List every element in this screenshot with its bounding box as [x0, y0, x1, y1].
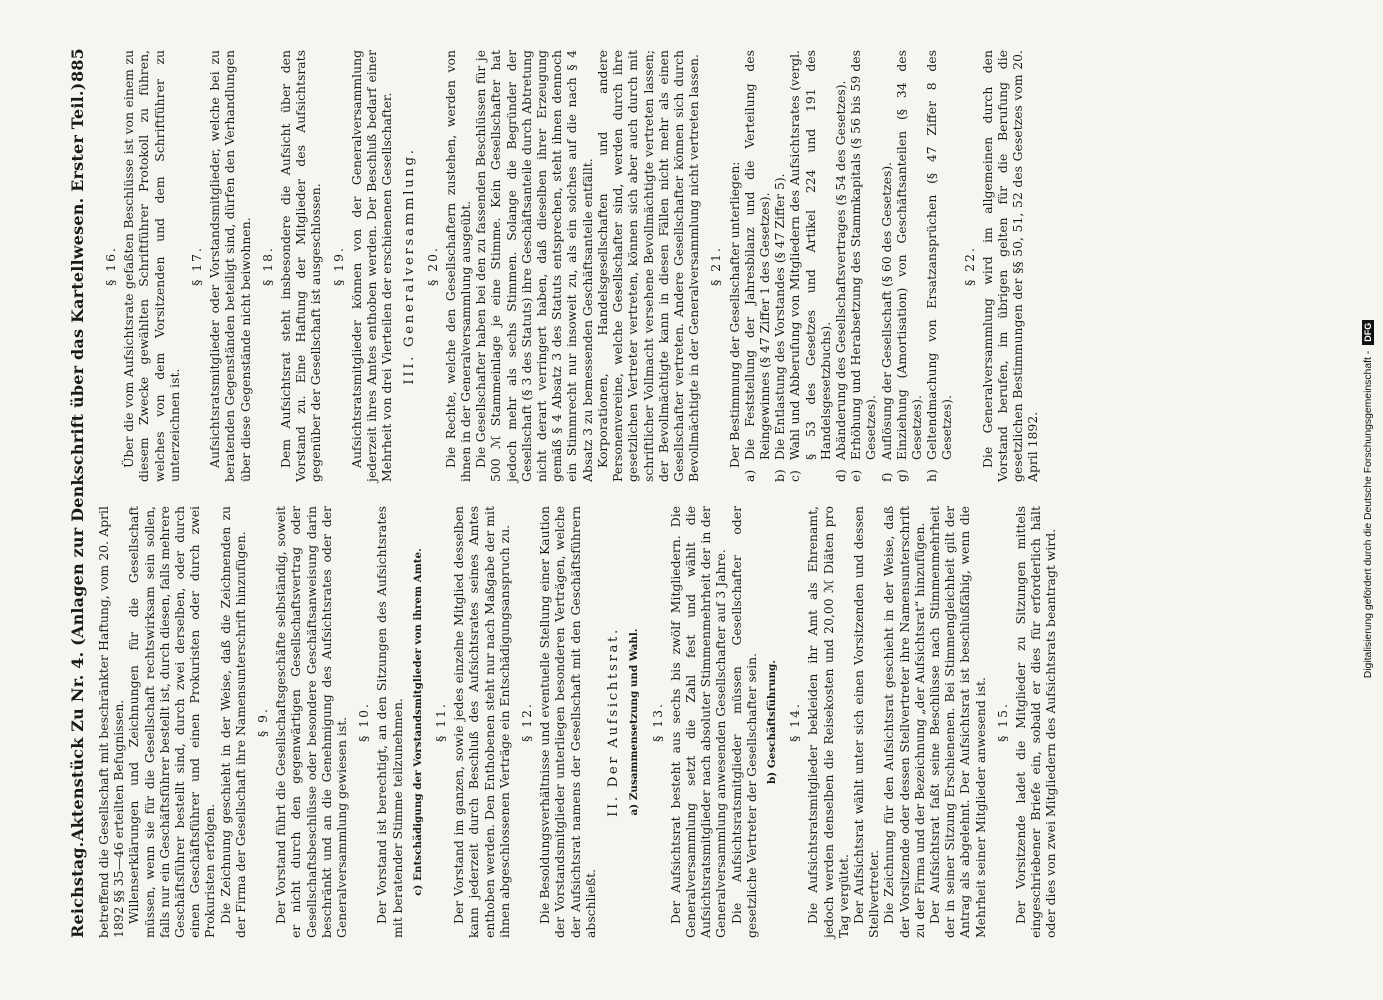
section-number: § 13.: [649, 702, 665, 742]
dfg-logo: DFG: [1362, 320, 1374, 345]
section-number: § 18.: [259, 246, 275, 286]
list-label: d): [832, 469, 848, 482]
section-number: § 9.: [255, 707, 271, 737]
paragraph: Die Zeichnung geschieht in der Weise, daß die Zeichnenden zu der Firma der Gesellschaft ihre Namensunterschrift hinzufügen.: [217, 506, 248, 938]
list-text: Abänderung des Gesellschaftsvertrages (§ 54 des Gesetzes).: [832, 80, 848, 460]
credit-text: Digitalisierung gefördert durch die Deutsche Forschungsgemeinschaft -: [1362, 350, 1374, 679]
chapter-heading: III. Generalversammlung.: [402, 147, 418, 385]
list-label: f): [878, 472, 894, 482]
section-number: § 12.: [519, 702, 535, 742]
list-item: [742, 50, 772, 482]
list-item: [879, 50, 894, 482]
paragraph: Aufsichtsratsmitglieder oder Vorstandsmitglieder, welche bei zu beratenden Gegenständen beteiligt sind, dürfen den Verhandlungen über diese Gegenstände nicht beiwohnen.: [207, 50, 253, 482]
list-text: Erhöhung und Herabsetzung des Stammkapitals (§ 56 bis 59 des Gesetzes).: [848, 50, 879, 460]
section-number: § 10.: [356, 702, 372, 742]
credit-line: [1357, 8, 1379, 990]
list-item: [833, 50, 848, 482]
paragraph: Über die vom Aufsichtsrate gefaßten Beschlüsse ist von einem zu diesem Zwecke gewählten Schriftführer Protokoll zu führen, welches von dem Vorsitzenden und dem Schriftführer zu unterzeichnen ist.: [121, 50, 182, 482]
paragraph: Die Generalversammlung wird im allgemeinen durch den Vorstand berufen, im übrigen gelten für die Berufung die gesetzlichen Bestimmungen der §§ 50, 51, 52 des Gesetzes vom 20. April 1892.: [979, 50, 1041, 482]
list-item: [772, 50, 787, 482]
list-label: b): [772, 469, 788, 482]
paragraph: Der Vorstand im ganzen, sowie jedes einzelne Mitglied desselben kann jederzeit durch Beschluß des Aufsichtsrates seines Amtes enthoben werden. Den Enthobenen steht nur nach Maßgabe der mit ihnen abgeschlossenen Verträge ein Entschädigungsanspruch zu.: [451, 506, 512, 938]
section-number: § 17.: [189, 246, 205, 286]
section-number: § 15.: [994, 702, 1010, 742]
paragraph: Die Gesellschafter haben bei den zu fassenden Beschlüssen für je 500 ℳ Stammeinlage je eine Stimme. Kein Gesellschafter hat jedoch mehr als sechs Stimmen. Solange die Begründer der Gesellschaft (§ 3 des Statuts) ihre Geschäftsanteile durch Abtretung nicht derart verringert haben, daß dieselben ihrer Erzeugung gemäß § 4 Absatz 3 des Statuts entsprechen, steht ihnen dennoch ein Stimmrecht nur insoweit zu, als ein solches auf die nach § 4 Absatz 3 zu bemessenden Geschäftsanteile entfällt.: [473, 50, 595, 482]
right-column: [96, 50, 1041, 482]
paragraph: Die Besoldungsverhältnisse und eventuelle Stellung einer Kaution der Vorstandsmitglieder unterliegen besonderen Verträgen, welche der Aufsichtsrat namens der Gesellschaft mit den Geschäftsführern abschließt.: [537, 506, 598, 938]
header-left: Reichstag.: [68, 841, 87, 938]
paragraph: betreffend die Gesellschaft mit beschränkter Haftung, vom 20. April 1892 §§ 35—46 erteilten Befugnissen.: [96, 506, 127, 938]
list-item: [924, 50, 954, 482]
paragraph: Der Aufsichtsrat besteht aus sechs bis zwölf Mitgliedern. Die Generalversammlung setzt die Zahl fest und wählt die Aufsichtsratsmitglieder nach absoluter Stimmenmehrheit der in der Generalversammlung anwesenden Gesellschafter auf 3 Jahre.: [667, 506, 729, 938]
paragraph: Die Rechte, welche den Gesellschaftern zustehen, werden von ihnen in der Generalversammlung ausgeübt.: [442, 50, 474, 482]
list-label: c): [787, 470, 803, 482]
paragraph: Der Vorstand ist berechtigt, an den Sitzungen des Aufsichtsrates mit beratender Stimme teilzunehmen.: [374, 506, 405, 938]
left-column: [96, 506, 1059, 938]
list-item: [894, 50, 924, 482]
header-title: Aktenstück Zu Nr. 4. (Anlagen zur Denkschrift über das Kartellwesen. Erster Teil.): [68, 82, 87, 842]
list-label: h): [924, 469, 940, 482]
list-text: Die Feststellung der Jahresbilanz und die Verteilung des Reingewinnes (§ 47 Ziffer 1 des Gesetzes).: [741, 50, 772, 460]
paragraph: Die Aufsichtsratsmitglieder bekleiden ihr Amt als Ehrenamt, jedoch werden denselben die Reisekosten und 20,00 ℳ Diäten pro Tag vergütet.: [805, 506, 851, 938]
list-text: Geltendmachung von Ersatzansprüchen (§ 47 Ziffer 8 des Gesetzes).: [924, 50, 955, 460]
list-text: Wahl und Abberufung von Mitgliedern des Aufsichtsrates (vergl. § 53 des Gesetzes und Artikel 224 und 191 des Handelsgesetzbuchs).: [787, 50, 833, 460]
list-text: Einziehung (Amortisation) von Geschäftsanteilen (§ 34 des Gesetzes).: [893, 50, 924, 460]
section-number: § 19.: [330, 246, 346, 286]
enumerated-list: [742, 50, 955, 482]
list-label: e): [848, 469, 864, 482]
paragraph: Der Aufsichtsrat wählt unter sich einen Vorsitzenden und dessen Stellvertreter.: [850, 506, 882, 938]
list-label: a): [741, 469, 757, 482]
section-number: § 22.: [961, 246, 977, 286]
paragraph: Korporationen, Handelsgesellschaften und andere Personenvereine, welche Gesellschafter sind, werden durch ihre gesetzlichen Vertreter vertreten, können sich aber auch durch mit schriftlicher Vollmacht versehene Bevollmächtigte vertreten lassen; der Bevollmächtigte kann in diesen Fällen nicht mehr als einen Gesellschafter vertreten. Andere Gesellschafter können sich durch Bevollmächtigte in der Generalversammlung nicht vertreten lassen.: [594, 50, 702, 482]
section-number: § 20.: [424, 246, 440, 286]
list-text: Die Entlastung des Vorstandes (§ 47 Ziffer 5).: [772, 173, 788, 460]
paragraph: Der Bestimmung der Gesellschafter unterliegen:: [726, 161, 742, 468]
section-number: § 21.: [708, 246, 724, 286]
paragraph: Dem Aufsichtsrat steht insbesondere die Aufsicht über den Vorstand zu. Eine Haftung der Mitglieder des Aufsichtsrats gegenüber der Gesellschaft ist ausgeschlossen.: [278, 50, 324, 482]
section-number: § 11.: [433, 702, 449, 742]
paragraph: Der Vorstand führt die Gesellschaftsgeschäfte selbständig, soweit er nicht durch den gegenwärtigen Gesellschaftsvertrag oder Gesellschaftsbeschlüsse oder besondere Geschäftsanweisung darin beschränkt und an die Genehmigung des Aufsichtsrates oder der Generalversammlung gewiesen ist.: [273, 506, 350, 938]
paragraph: Der Vorsitzende ladet die Mitglieder zu Sitzungen mittels eingeschriebener Briefe ein, sobald er dies für erforderlich hält oder dies von zwei Mitgliedern des Aufsichtsrats beantragt wird.: [1012, 506, 1059, 938]
digitization-credit: [1357, 4, 1379, 996]
list-label: g): [893, 469, 909, 482]
subheading: c) Entschädigung der Vorstandsmitglieder von ihrem Amte.: [411, 548, 424, 896]
chapter-heading: II. Der Aufsichtsrat.: [606, 627, 622, 817]
subheading: a) Zusammensetzung und Wahl.: [628, 628, 641, 816]
list-item: [848, 50, 878, 482]
list-text: Auflösung der Gesellschaft (§ 60 des Gesetzes).: [878, 161, 894, 460]
paragraph: Willenserklärungen und Zeichnungen für die Gesellschaft müssen, wenn sie für die Gesellschaft rechtswirksam sein sollen, falls nur ein Geschäftsführer bestellt ist, durch diesen, falls mehrere Geschäftsführer bestellt sind, durch zwei derselben, oder durch einen Geschäftsführer und einen Prokuristen oder durch zwei Prokuristen erfolgen.: [126, 506, 218, 938]
page-number: 885: [68, 48, 87, 82]
subheading: b) Geschäftsführung.: [765, 660, 778, 784]
section-number: § 16.: [103, 246, 118, 286]
page-header: [68, 48, 92, 938]
list-item: [787, 50, 833, 482]
page-content: [68, 48, 1338, 938]
section-number: § 14.: [787, 702, 803, 742]
paragraph: Die Zeichnung für den Aufsichtsrat geschieht in der Weise, daß der Vorsitzende oder dessen Stellvertreter ihre Namensunterschrift zu der Firma und der Bezeichnung „der Aufsichtsrat“ hinzufügen.: [881, 506, 927, 938]
paragraph: Aufsichtsratsmitglieder können von der Generalversammlung jederzeit ihres Amtes enthoben werden. Der Beschluß bedarf einer Mehrheit von drei Vierteilen der erschienenen Gesellschafter.: [348, 50, 395, 482]
paragraph: Der Aufsichtsrat faßt seine Beschlüsse nach Stimmenmehrheit der in seiner Sitzung Erschienenen. Bei Stimmengleichheit gilt der Antrag als abgelehnt. Der Aufsichtsrat ist beschlußfähig, wenn die Mehrheit seiner Mitglieder anwesend ist.: [926, 506, 988, 938]
paragraph: Die Aufsichtsratsmitglieder müssen Gesellschafter oder gesetzliche Vertreter der Gesellschafter sein.: [728, 506, 759, 938]
